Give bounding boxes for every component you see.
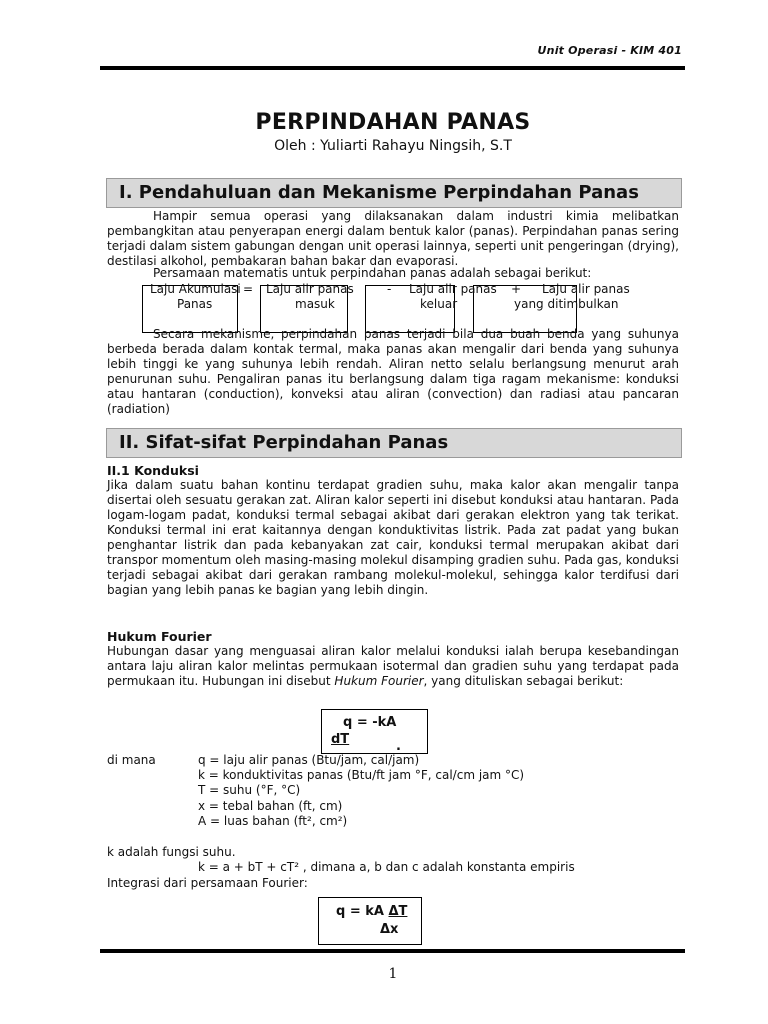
footer-rule xyxy=(100,949,685,953)
k-function-text: k adalah fungsi suhu. xyxy=(107,845,236,859)
integrated-eq-numerator: ΔT xyxy=(388,904,408,919)
plus-sign: + xyxy=(511,282,522,296)
course-header: Unit Operasi - KIM 401 xyxy=(537,44,682,57)
integration-text: Integrasi dari persamaan Fourier: xyxy=(107,876,308,890)
author-line: Oleh : Yuliarti Rahayu Ningsih, S.T xyxy=(274,138,512,154)
section-1-paragraph-2: Persamaan matematis untuk perpindahan panas adalah sebagai berikut: xyxy=(153,266,592,280)
where-label: di mana xyxy=(107,753,156,767)
def-q: q = laju alir panas (Btu/jam, cal/jam) xyxy=(198,753,420,767)
minus-sign: - xyxy=(387,282,392,296)
fourier-law-emphasis: Hukum Fourier xyxy=(334,674,424,688)
integrated-eq-prefix: q = kA xyxy=(336,904,389,919)
def-t: T = suhu (°F, °C) xyxy=(198,783,301,797)
konduksi-paragraph: Jika dalam suatu bahan kontinu terdapat gradien suhu, maka kalor akan mengalir tanpa disertai oleh sesuatu gerakan zat. Aliran kalor seperti ini disebut konduksi atau hantaran. Pada logam-logam padat, konduksi termal sebagai akibat dari gerakan elektron yang tak terikat. Konduksi termal ini erat kaitannya dengan konduktivitas listrik. Pada zat padat yang bukan penghantar listrik dan pada kebanyakan zat cair, konduksi termal merupakan akibat dari transpor momentum oleh masing-masing molekul disamping gradien suhu. Pada gas, konduksi terjadi sebagai akibat dari gerakan rambang molekul-molekul, sehingga kalor terdifusi dari bagian yang lebih panas ke bagian yang lebih dingin. xyxy=(107,478,679,597)
section-1-paragraph-3: Secara mekanisme, perpindahan panas terjadi bila dua buah benda yang suhunya berbeda berada dalam kontak termal, maka panas akan mengalir dari benda yang suhunya lebih tinggi ke yang suhunya lebih rendah. Aliran netto selalu berlangsung menurut arah penurunan suhu. Pengaliran panas itu berlangsung dalam tiga ragam mekanisme: konduksi atau hantaran (conduction), konveksi atau aliran (convection) dan radiasi atau pancaran (radiation) xyxy=(107,327,679,416)
section-1-paragraph-1: Hampir semua operasi yang dilaksanakan dalam industri kimia melibatkan pembangkitan atau penyerapan energi dalam bentuk kalor (panas). Perpindahan panas sering terjadi dalam sistem gabungan dengan unit operasi lainnya, seperti unit pengeringan (drying), destilasi alkohol, pembakaran bahan bakar dan evaporasi. xyxy=(107,209,679,268)
def-a: A = luas bahan (ft², cm²) xyxy=(198,814,348,828)
fourier-text-b: , yang dituliskan sebagai berikut: xyxy=(423,674,624,688)
fourier-paragraph xyxy=(107,644,679,689)
equals-sign: = xyxy=(243,282,254,296)
term-4-line-1: Laju alir panas xyxy=(542,282,630,296)
fourier-eq-line-2: dT xyxy=(331,732,350,747)
term-2-line-1: Laju alir panas xyxy=(266,282,354,296)
def-x: x = tebal bahan (ft, cm) xyxy=(198,799,343,813)
page-number: 1 xyxy=(388,966,398,982)
term-3-line-2: keluar xyxy=(420,297,458,311)
integrated-eq-line-1 xyxy=(336,904,407,919)
term-2-line-2: masuk xyxy=(295,297,335,311)
def-k: k = konduktivitas panas (Btu/ft jam °F, cal/cm jam °C) xyxy=(198,768,525,782)
term-4-line-2: yang ditimbulkan xyxy=(514,297,619,311)
term-1-line-2: Panas xyxy=(177,297,213,311)
page-title: PERPINDAHAN PANAS xyxy=(255,110,531,135)
subsection-konduksi-title: II.1 Konduksi xyxy=(107,463,199,478)
fourier-text-a: Hubungan dasar yang menguasai aliran kalor melalui konduksi ialah berupa kesebandingan antara laju aliran kalor melintas permukaan isotermal dan gradien suhu yang terdapat pada permukaan itu. Hubungan ini disebut xyxy=(107,644,679,688)
header-rule xyxy=(100,66,685,70)
integrated-eq-line-2: Δx xyxy=(380,922,399,937)
term-3-line-1: Laju alir panas xyxy=(409,282,497,296)
fourier-eq-dot: . xyxy=(396,739,401,754)
subsection-fourier-title: Hukum Fourier xyxy=(107,629,212,644)
section-1-heading: I. Pendahuluan dan Mekanisme Perpindahan Panas xyxy=(106,178,682,208)
section-2-heading: II. Sifat-sifat Perpindahan Panas xyxy=(106,428,682,458)
term-1-line-1: Laju Akumulasi xyxy=(150,282,241,296)
k-expression: k = a + bT + cT² , dimana a, b dan c adalah konstanta empiris xyxy=(198,860,575,874)
fourier-eq-line-1: q = -kA xyxy=(343,715,397,730)
